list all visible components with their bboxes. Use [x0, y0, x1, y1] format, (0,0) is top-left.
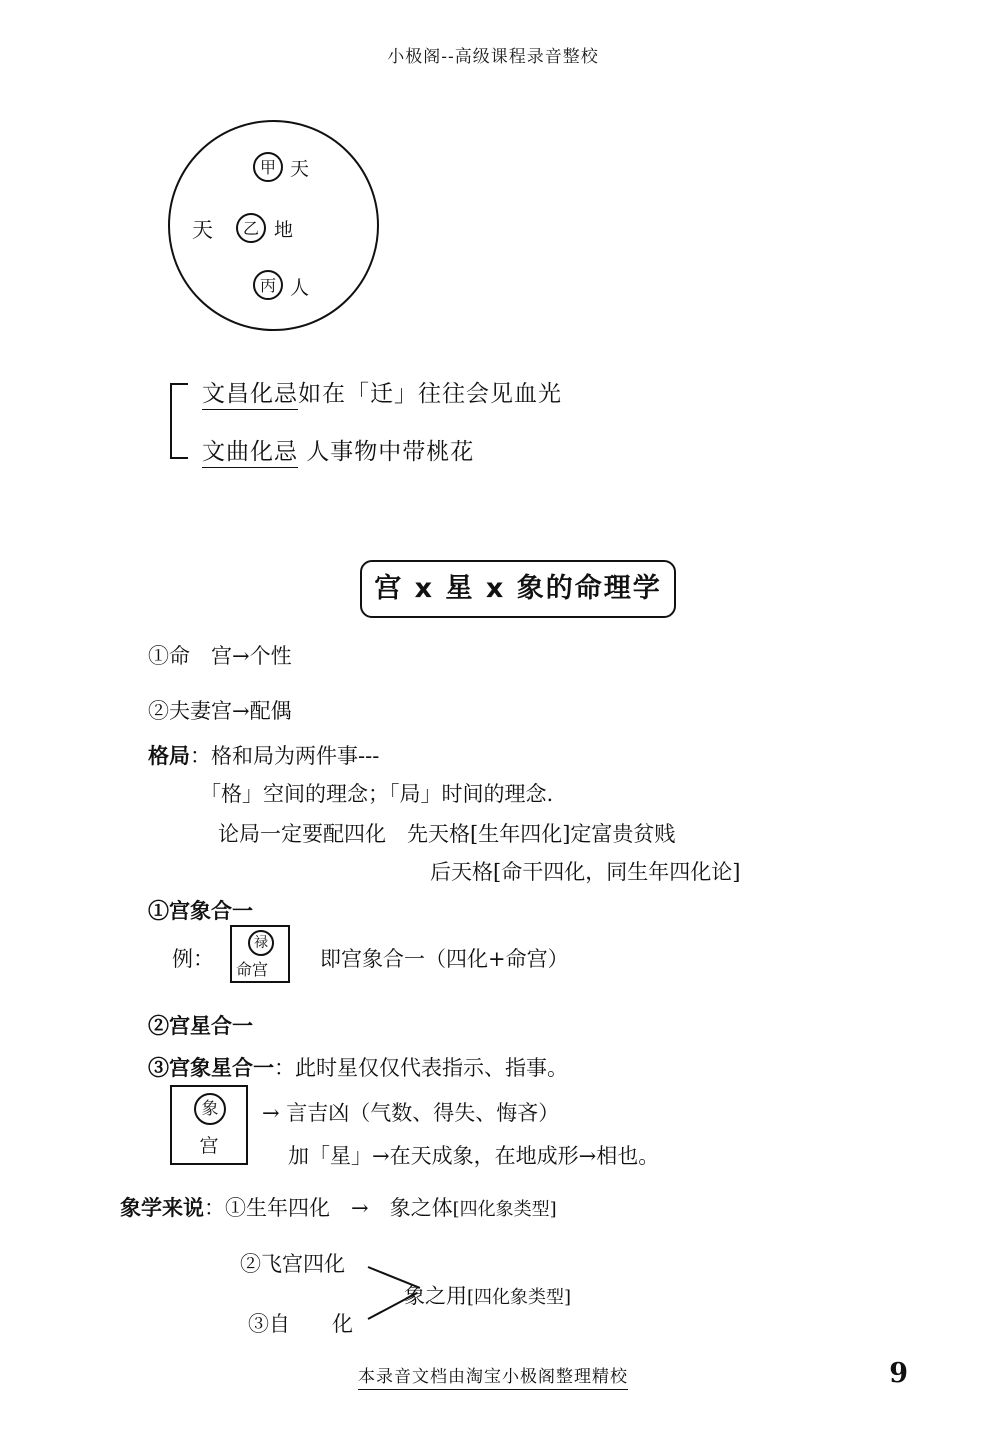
body-line-16: ③自 化 [248, 1312, 353, 1336]
body-line-6: 后天格[命干四化，同生年四化论] [430, 860, 741, 884]
footer-note [0, 1362, 986, 1387]
label-tian: 天 [290, 158, 310, 180]
body-line-9: ②宫星合一 [148, 1013, 253, 1038]
xiang-circle: 象 [194, 1093, 226, 1125]
body-line-1: ①命 宫→个性 [148, 644, 292, 668]
section-title-box: 宫 x 星 x 象的命理学 [360, 560, 676, 618]
geju-label: 格局 [148, 743, 190, 768]
gongxiangxing-label: ③宫象星合一 [148, 1055, 274, 1080]
brace-note-group [170, 375, 730, 475]
minggong-text: 命宫 [236, 960, 269, 979]
xiang-gong-box [170, 1085, 248, 1165]
xiangxue-rest: ：①生年四化 → 象之体 [204, 1196, 453, 1220]
brace-note-2-underlined: 文曲化忌 [202, 439, 298, 468]
body-line-12: 加「星」→在天成象，在地成形→相也。 [288, 1144, 660, 1168]
body-line-10 [148, 1052, 568, 1082]
stem-circle-bing: 丙 [253, 270, 283, 300]
lu-minggong-box [230, 925, 290, 983]
xiangxue-tail: [四化象类型] [452, 1199, 557, 1220]
three-talents-circle-diagram [168, 120, 383, 335]
label-ren: 人 [290, 277, 310, 299]
page-header: 小极阁--高级课程录音整校 [387, 47, 599, 67]
xiangzhiyong-tail: [四化象类型] [467, 1287, 572, 1308]
gongxiangxing-rest: ：此时星仅仅代表指示、指事。 [274, 1056, 568, 1080]
brace-note-2-rest: 人事物中带桃花 [298, 439, 475, 465]
body-line-3 [148, 740, 379, 770]
stem-circle-yi: 乙 [236, 213, 266, 243]
body-line-5: 论局一定要配四化 先天格[生年四化]定富贵贫贱 [218, 822, 676, 846]
body-line-13 [120, 1192, 557, 1222]
lu-circle: 禄 [248, 930, 274, 956]
footer-note-text: 本录音文档由淘宝小极阁整理精校 [358, 1367, 628, 1390]
brace-note-1-underlined: 文昌化忌 [202, 381, 298, 410]
gong-text: 宫 [199, 1135, 219, 1157]
body-line-2: ②夫妻宫→配偶 [148, 699, 292, 723]
brace-note-2 [202, 433, 474, 466]
brace-note-1-rest: 如在「迁」往往会见血光 [298, 381, 562, 407]
brace-bracket [170, 383, 188, 459]
label-outer-tian: 天 [192, 218, 213, 242]
brace-note-1 [202, 375, 562, 408]
label-di: 地 [274, 219, 294, 241]
page-number: 9 [889, 1358, 908, 1389]
body-line-7: ①宫象合一 [148, 898, 253, 923]
xiangzhiyong-label: 象之用 [404, 1284, 467, 1308]
xiangxue-label: 象学来说 [120, 1195, 204, 1220]
body-line-15 [404, 1280, 571, 1310]
body-line-14: ②飞宫四化 [240, 1252, 345, 1276]
body-line-8: 即宫象合一（四化+命宫） [320, 947, 569, 971]
example-prefix: 例： [172, 947, 214, 971]
geju-rest: ：格和局为两件事--- [190, 744, 380, 768]
stem-circle-jia: 甲 [253, 152, 283, 182]
body-line-11: → 言吉凶（气数、得失、悔吝） [262, 1101, 560, 1125]
body-line-4: 「格」空间的理念；「局」时间的理念. [200, 782, 554, 806]
